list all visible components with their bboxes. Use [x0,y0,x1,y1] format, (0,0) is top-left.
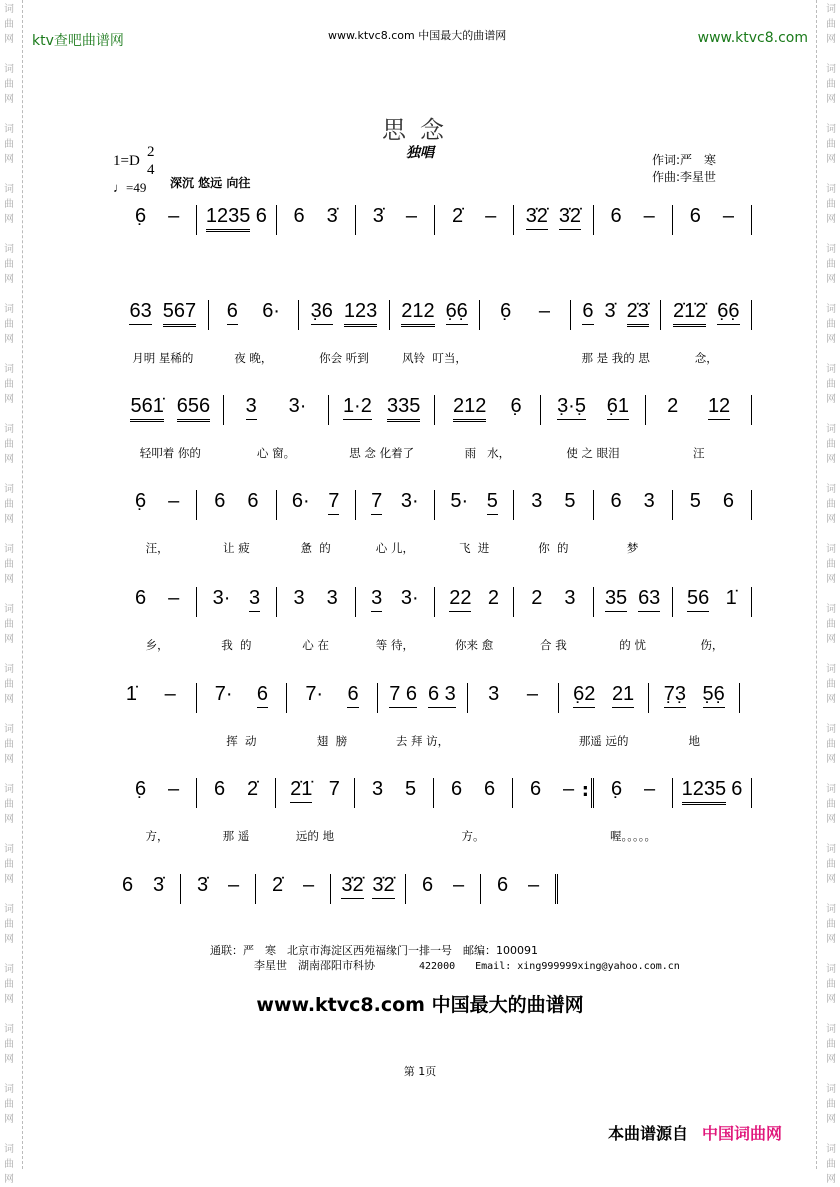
measure [106,874,181,904]
watermark-text: 词曲网 [4,4,14,45]
score-row [118,587,752,652]
note-group: 3̣6 [311,300,333,325]
lyric: 思 念 化着了 [349,446,415,460]
measure [673,205,752,235]
note-group: 3̣·5̣ [557,395,586,420]
note-group: 6 [483,778,496,800]
note-group: 1̇ [125,683,137,705]
watermark-text: 词曲网 [826,364,836,405]
header-left-site-name: ktv查吧曲谱网 [32,33,124,49]
measure [435,395,541,460]
measure [435,587,514,652]
note-group: 3̇2̇ [372,874,394,899]
measure [118,587,197,652]
measure [571,300,662,365]
score-row [118,300,752,365]
note-group: 3· [400,587,419,609]
note-group: 3 [293,587,305,609]
time-signature-bottom: 4 [147,162,155,178]
measure [513,778,594,808]
measure [514,205,593,235]
key-signature: 1=D [113,153,140,169]
note-group: 3 [643,490,655,512]
measure [390,300,481,365]
note-group: 3̇ [196,874,209,896]
measure [197,778,276,843]
note-group: 5 [564,490,576,512]
watermark-text: 词曲网 [826,124,836,165]
note-group: – [452,874,465,896]
note-group: 6 [293,205,305,227]
watermark-text: 词曲网 [826,1144,836,1185]
note-group: 6 [731,778,743,800]
measure [673,490,752,520]
note-group: – [168,205,180,227]
measure [378,683,469,748]
note-group: 6 [247,490,259,512]
watermark-text: 词曲网 [4,424,14,465]
note-group: – [538,300,551,322]
time-signature [147,143,155,179]
composer: 作曲:李星世 [652,170,717,184]
measure [181,874,256,904]
measure [646,395,752,460]
lyric: 你 的 [538,541,569,555]
tempo-marking: ♩=49 [113,180,147,195]
lyric: 等 待， [375,638,414,652]
contact-info [210,943,680,974]
lyric: 心 窗。 [256,446,296,460]
watermark-text: 词曲网 [826,484,836,525]
note-group: 1·2 [343,395,372,420]
measure [661,300,752,365]
watermark-text: 词曲网 [826,724,836,765]
watermark-text: 词曲网 [826,664,836,705]
score-row [118,778,752,843]
note-group: – [302,874,315,896]
site-banner: www.ktvc8.com 中国最大的曲谱网 [256,994,584,1016]
score-row [118,205,752,235]
note-group: 56 [687,587,709,612]
note-group: – [722,205,734,227]
note-group: 6̣ [135,490,147,512]
measure [277,205,356,235]
lyric: 飞 进 [458,541,490,555]
watermark-text: 词曲网 [826,844,836,885]
watermark-text: 词曲网 [826,1024,836,1065]
note-group: 6̣2 [573,683,595,708]
note-group: 2 [667,395,679,417]
measure [197,205,276,235]
note-group: 6 [421,874,434,896]
note-group: – [485,205,497,227]
watermark-text: 词曲网 [4,1024,14,1065]
measure [406,874,481,904]
note-group: – [168,587,180,609]
lyric: 使 之 眼泪 [566,446,620,460]
page-number: 第 1页 [403,1065,437,1078]
note-group: 6̣1 [607,395,629,420]
measure [118,490,197,555]
lyric: 汪 [692,446,705,460]
lyric: 伤， [700,638,724,652]
note-group: 6 [582,300,593,325]
watermark-text: 词曲网 [4,1144,14,1185]
note-group: – [227,874,240,896]
watermark-text: 词曲网 [4,364,14,405]
note-group: 3· [400,490,419,512]
note-group: 22 [449,587,471,612]
note-group: 3 [371,778,384,800]
source-site: 中国词曲网 [702,1124,783,1143]
measure [106,683,197,713]
lyric: 心 儿， [375,541,414,555]
watermark-text: 词曲网 [826,304,836,345]
lyric: 轻叩着 你的 [139,446,201,460]
watermark-text: 词曲网 [826,184,836,225]
watermark-text: 词曲网 [826,244,836,285]
measure [118,778,197,843]
note-group: 7̣3̣ [664,683,686,708]
note-group: 656 [177,395,210,422]
watermark-text: 词曲网 [4,64,14,105]
note-group: 5 [404,778,417,800]
note-group: 5̣6̣ [703,683,725,708]
note-group: 1235 [682,778,727,805]
note-group: 6 [121,874,134,896]
note-group: 1235 [206,205,251,232]
measure [481,874,558,904]
note-group: – [526,683,539,705]
lyric: 翅 膀 [316,734,348,748]
measure [118,300,209,365]
note-group: 3· [288,395,307,417]
watermark-text: 词曲网 [4,184,14,225]
measure [356,205,435,235]
note-group: 335 [387,395,420,422]
lyric: 乡， [145,638,169,652]
note-group: 3̇ [152,874,165,896]
lyric: 心 在 [302,638,329,652]
note-group: 6· [291,490,310,512]
watermark-text: 词曲网 [4,544,14,585]
contact-line-2-name: 李星世 湖南邵阳市科协 [254,959,419,972]
note-group: 3· [212,587,231,609]
note-group: 2̇ [246,778,259,800]
lyric: 那遥 远的 [578,734,629,748]
note-group: 63 [129,300,151,325]
contact-line-1: 严 寒 北京市海淀区西苑福缘门一排一号 邮编：100091 [243,944,538,957]
watermark-text: 词曲网 [4,304,14,345]
source-label: 本曲谱源自 [608,1124,689,1143]
note-group: 6 [227,300,238,325]
lyric: 夜 晚， [234,351,273,365]
measure [356,587,435,652]
watermark-text: 词曲网 [4,964,14,1005]
note-group: 6 [722,490,734,512]
lyric: 合 我 [540,638,567,652]
note-group: 6 [257,683,268,708]
watermark-text: 词曲网 [826,544,836,585]
note-group: 6 [214,490,226,512]
note-group: – [562,778,575,800]
note-group: – [405,205,417,227]
lyric: 地 [688,734,700,748]
watermark-text: 词曲网 [826,784,836,825]
note-group: 5 [689,490,701,512]
watermark-text: 词曲网 [4,844,14,885]
watermark-text: 词曲网 [4,784,14,825]
lyric: 你会 听到 [319,351,369,365]
lyric: 你来 愈 [455,638,494,652]
watermark-text: 词曲网 [4,484,14,525]
note-group: 2̇1̇2̇ [673,300,706,327]
note-group: 7 [328,778,340,800]
time-signature-top: 2 [147,144,155,160]
note-group: 6 [255,205,267,227]
lyric: 的 忧 [619,638,646,652]
score-row [118,395,752,460]
score-row [106,874,558,904]
lyric: 惫 的 [300,541,331,555]
lyric: 月明 星稀的 [132,351,194,365]
measure [514,587,593,652]
note-group: 7 [328,490,339,515]
measure [276,778,355,843]
note-group: 3 [564,587,576,609]
measure [434,778,513,843]
watermark-text: 词曲网 [826,1084,836,1125]
watermark-text: 词曲网 [4,124,14,165]
lyric: 汪， [145,541,169,555]
measure [209,300,300,365]
note-group: 3̇2̇ [341,874,363,899]
lyric: 念， [694,351,718,365]
note-group: 35 [605,587,627,612]
note-group: 3̇ [372,205,384,227]
lyric: 梦 [626,541,639,555]
note-group: 6 [496,874,509,896]
note-group: 3̇2̇ [526,205,548,230]
lyric: 雨 水， [464,446,511,460]
note-group: – [643,205,655,227]
watermark-text: 词曲网 [4,904,14,945]
lyric: 喔。。。。。 [610,829,656,843]
lyric: 去 拜 访， [395,734,450,748]
note-group: 2 [487,587,500,609]
measure [673,587,752,652]
watermark-text: 词曲网 [826,4,836,45]
measure [118,205,197,235]
note-group: 5 [487,490,498,515]
note-group: 6 [610,490,622,512]
measure [299,300,390,365]
lyric: 让 疲 [223,541,250,555]
measure [468,683,559,713]
watermark-text: 词曲网 [826,904,836,945]
note-group: 3 [488,683,500,705]
note-group: 3 [371,587,382,612]
note-group: 1̇ [725,587,737,609]
contact-line-2-code-email: 422000 Email: xing999999xing@yahoo.com.cn [419,961,680,972]
measure [197,587,276,652]
measure [197,490,276,555]
measure [329,395,435,460]
note-group: 21 [612,683,634,708]
measure [277,587,356,652]
lyric: 我 的 [221,638,252,652]
watermark-text: 词曲网 [4,664,14,705]
measure [649,683,740,748]
note-group: 212 [401,300,434,327]
measure [594,490,673,555]
note-group: 561̇ [130,395,163,422]
note-group: 6̣6̣ [446,300,468,325]
header-center-text: www.ktvc8.com 中国最大的曲谱网 [328,29,507,42]
note-group: 2̇1̇ [290,778,312,803]
note-group: 567 [163,300,196,327]
note-group: 7· [305,683,324,705]
note-group: 6 3 [428,683,456,708]
note-group: 6 [610,205,622,227]
measure [355,778,434,808]
measure [541,395,647,460]
note-group: 3̇ [326,205,338,227]
watermark-text: 词曲网 [826,964,836,1005]
note-group: – [643,778,656,800]
measure [559,683,650,748]
watermark-text: 词曲网 [4,724,14,765]
lyric: 方。 [461,829,485,843]
note-group: 6 [213,778,226,800]
watermark-text: 词曲网 [826,64,836,105]
note-group: 2̇3̇ [627,300,649,327]
note-group: 212 [453,395,486,422]
score-row [106,683,740,748]
note-group: – [164,683,176,705]
measure [480,300,571,330]
note-group: 3 [246,395,257,420]
note-group: – [527,874,540,896]
lyric: 远的 地 [295,829,335,843]
source-credit [608,1121,782,1144]
note-group: 6 [689,205,701,227]
watermark-text: 词曲网 [4,1084,14,1125]
note-group: 6· [262,300,280,322]
contact-label: 通联： [210,944,243,957]
measure [331,874,406,904]
lyric: 方， [145,829,169,843]
note-group: 5· [450,490,469,512]
note-group: 6 [450,778,463,800]
measure [673,778,752,808]
score-row [118,490,752,555]
note-group: 12 [708,395,730,420]
note-group: 6̣ [135,205,147,227]
note-group: 2̇ [452,205,464,227]
measure [594,205,673,235]
note-group: 7· [214,683,233,705]
note-group: – [168,490,180,512]
measure [197,683,288,748]
lyric: 那 遥 [222,829,250,843]
measure [435,490,514,555]
watermark-text: 词曲网 [4,604,14,645]
note-group: 3 [531,490,543,512]
watermark-text: 词曲网 [826,604,836,645]
measure [277,490,356,555]
measure [594,778,673,843]
note-group: 2̇ [271,874,284,896]
note-group: 3 [326,587,338,609]
measure [118,395,224,460]
note-group: 7 [371,490,382,515]
note-group: 6 [529,778,542,800]
watermark-text: 词曲网 [4,244,14,285]
credits [652,152,716,186]
note-group: 6̣ [510,395,522,417]
watermark-text: 词曲网 [826,424,836,465]
measure [224,395,330,460]
measure [435,205,514,235]
note-group: 6̣ [610,778,623,800]
note-group: – [167,778,180,800]
note-group: 6 [135,587,147,609]
note-group: 6 [347,683,358,708]
note-group: 3̇ [604,300,616,322]
note-group: 6̣ [134,778,147,800]
measure [287,683,378,748]
note-group: 3 [249,587,260,612]
note-group: 63 [638,587,660,612]
note-group: 6̣ [500,300,512,322]
lyric: 挥 动 [226,734,257,748]
song-subtitle: 独唱 [406,145,434,161]
note-group: 2 [531,587,543,609]
measure [514,490,593,555]
note-group: 3̇2̇ [559,205,581,230]
note-group: 123 [344,300,377,327]
note-group: 6̣6̣ [717,300,739,325]
note-group: 7 6 [389,683,417,708]
song-title: 思念 [382,116,458,144]
header-right-url: www.ktvc8.com [697,30,808,46]
lyric: 风铃 叮当， [402,351,467,365]
measure [256,874,331,904]
lyric: 那 是 我的 思 [581,351,650,365]
measure [356,490,435,555]
lyricist: 作词:严 寒 [652,153,717,167]
expression-marking: 深沉 悠远 向往 [170,176,251,190]
measure [594,587,673,652]
